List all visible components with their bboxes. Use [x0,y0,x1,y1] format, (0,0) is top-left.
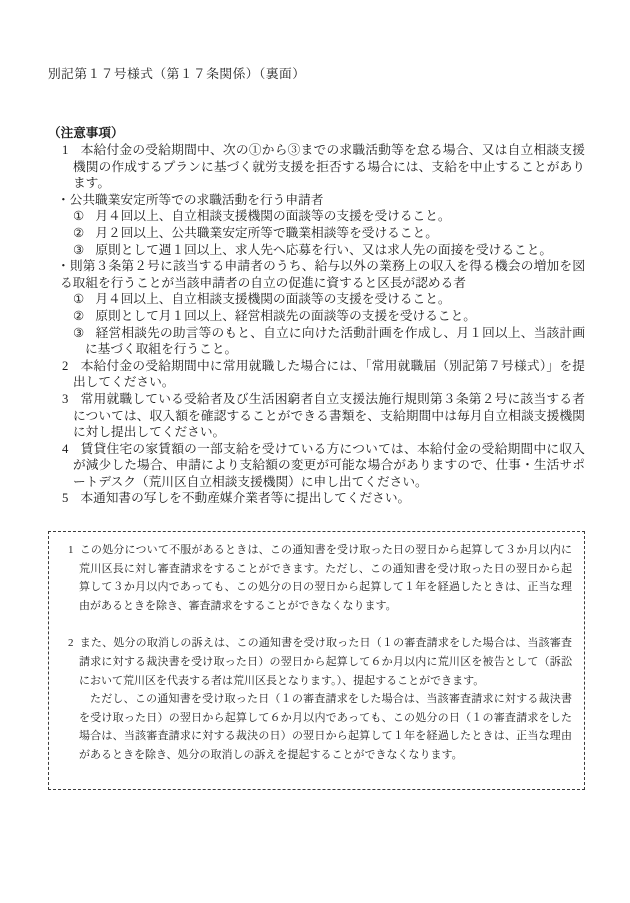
item-marker: 5 [62,491,69,506]
note-item-text: 経営相談先の助言等のもと、自立に向けた活動計画を作成し、月１回以上、当該計画に基づく取組を行うこと。 [85,325,586,357]
circled-number-icon: ① [73,292,85,307]
circled-number-icon: ① [73,209,85,224]
appeal-paragraph-2 [59,634,572,690]
item-marker: 4 [62,441,69,456]
circled-number-icon: ② [73,225,85,240]
note-item-4 [48,441,585,491]
note-item-5 [48,490,585,507]
form-number-label: 別記第１７号様式（第１７条関係）（裏面） [48,67,306,81]
note-item-1 [48,142,585,192]
item-marker: 2 [68,637,74,650]
item-marker: 1 [62,143,69,157]
notes-list [48,142,585,507]
note-bullet-income [48,258,585,291]
item-marker: 1 [68,544,74,557]
note-subitem-6 [48,325,585,358]
appeal-notice-box [48,531,585,790]
note-subitem-2 [48,225,585,242]
bullet-icon: ・ [57,192,70,207]
note-item-text: 月４回以上、自立相談支援機関の面談等の支援を受けること。 [95,209,451,224]
note-bullet-jobsearch [48,192,585,209]
circled-number-icon: ③ [73,325,85,340]
note-item-text: 賃貸住宅の家賃額の一部支給を受けている方については、本給付金の受給期間中に収入が減少した場合、申請により支給額の変更が可能な場合がありますので、仕事・生活サポートデスク（荒川区自立相談支援機関）に申し出てください。 [73,441,585,489]
note-subitem-3 [48,242,585,259]
note-item-text: 公共職業安定所等での求職活動を行う申請者 [69,192,324,207]
note-item-text: 本通知書の写しを不動産媒介業者等に提出してください。 [80,491,411,506]
appeal-paragraph-text: ただし、この通知書を受け取った日（１の審査請求をした場合は、当該審査請求に対する裁決書を受け取った日）の翌日から起算して６か月以内であっても、この処分の日（１の審査請求をした場合は、当該審査請求に対する裁決の日）の翌日から起算して１年を経過したときは、正当な理由があるときを除き、処分の取消しの訴えを提起することができなくなります。 [79,693,572,761]
notes-heading: （注意事項） [48,126,124,140]
note-subitem-4 [48,291,585,308]
appeal-paragraph-2-continued [59,690,572,764]
note-item-text: 則第３条第２号に該当する申請者のうち、給与以外の業務上の収入を得る機会の増加を図る取組を行うことが当該申請者の自立の促進に資すると区長が認める者 [60,259,586,290]
note-item-text: 月２回以上、公共職業安定所等で職業相談等を受けること。 [95,225,438,240]
note-item-text: 原則として週１回以上、求人先へ応募を行い、又は求人先の面接を受けること。 [95,242,553,257]
appeal-paragraph-1 [59,541,572,615]
note-item-text: 月４回以上、自立相談支援機関の面談等の支援を受けること。 [95,292,451,307]
note-item-text: 原則として月１回以上、経営相談先の面談等の支援を受けること。 [95,308,476,323]
note-subitem-5 [48,308,585,325]
note-subitem-1 [48,208,585,225]
note-item-text: 本給付金の受給期間中に常用就職した場合には、「常用就職届（別記第７号様式）」を提出してください。 [73,358,585,390]
item-marker: 3 [62,391,69,406]
note-item-2 [48,358,585,391]
appeal-paragraph-text: また、処分の取消しの訴えは、この通知書を受け取った日（１の審査請求をした場合は、当該審査請求に対する裁決書を受け取った日）の翌日から起算して６か月以内に荒川区を被告として（訴訟において荒川区を代表する者は荒川区長となります。）、提起することができます。 [79,637,572,687]
bullet-icon: ・ [57,259,70,274]
note-item-text: 本給付金の受給期間中、次の①から③までの求職活動等を怠る場合、又は自立相談支援機関の作成するプランに基づく就労支援を拒否する場合には、支給を中止することがあります。 [73,143,585,191]
note-item-text: 常用就職している受給者及び生活困窮者自立支援法施行規則第３条第２号に該当する者については、収入額を確認することができる書類を、支給期間中は毎月自立相談支援機関に対し提出してください。 [73,391,585,440]
appeal-paragraph-text: この処分について不服があるときは、この通知書を受け取った日の翌日から起算して３か月以内に荒川区長に対し審査請求をすることができます。ただし、この通知書を受け取った日の翌日から起算して３か月以内であっても、この処分の日の翌日から起算して１年を経過したときは、正当な理由があるときを除き、審査請求をすることができなくなります。 [79,544,572,612]
circled-number-icon: ③ [73,242,85,257]
item-marker: 2 [62,358,69,373]
circled-number-icon: ② [73,308,85,323]
note-item-3 [48,391,585,441]
